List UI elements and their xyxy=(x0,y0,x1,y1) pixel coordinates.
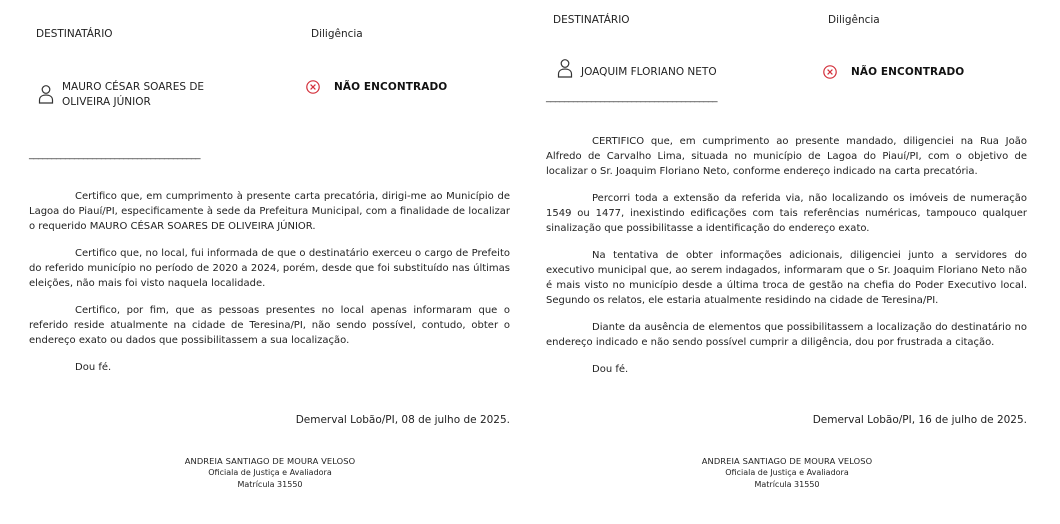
divider-line: ______________________________________ xyxy=(546,92,717,103)
paragraph: Certifico que, no local, fui informada de que o destinatário exerceu o cargo de Prefeito do referido município no período de 2020 a 2024, porém, desde que foi substituído nas últimas eleições, não mais foi visto naquela localidade. xyxy=(29,248,510,289)
recipient-header: DESTINATÁRIO xyxy=(36,28,113,40)
paragraph: Diante da ausência de elementos que possibilitassem a localização do destinatário no endereço indicado e não sendo possível cumprir a diligência, dou por frustrada a citação. xyxy=(546,322,1027,348)
place-date: Demerval Lobão/PI, 16 de julho de 2025. xyxy=(812,414,1027,426)
paragraph: Dou fé. xyxy=(75,362,112,373)
x-circle-icon xyxy=(306,80,320,94)
signature-block xyxy=(667,455,907,491)
signer-registration: Matrícula 31550 xyxy=(754,480,820,489)
status-label: NÃO ENCONTRADO xyxy=(334,81,448,93)
certificate-right xyxy=(530,0,1060,524)
person-icon xyxy=(38,84,54,104)
status-row xyxy=(306,80,447,94)
recipient-row xyxy=(38,80,204,110)
diligence-header: Diligência xyxy=(828,14,880,26)
paragraph: Na tentativa de obter informações adicionais, diligenciei junto a servidores do executivo municipal que, ao serem indagados, informaram que o Sr. Joaquim Floriano Neto não é mais visto no município desde a última troca de gestão na chefia do Poder Executivo local. Segundo os relatos, ele estaria atualmente residindo na cidade de Teresina/PI. xyxy=(546,250,1027,306)
signer-registration: Matrícula 31550 xyxy=(237,480,303,489)
signature-block xyxy=(150,455,390,491)
recipient-header: DESTINATÁRIO xyxy=(553,14,630,26)
signer-role: Oficiala de Justiça e Avaliadora xyxy=(208,468,332,477)
signer-name: ANDREIA SANTIAGO DE MOURA VELOSO xyxy=(701,456,873,466)
x-circle-icon xyxy=(823,65,837,79)
certificate-body xyxy=(546,134,1027,389)
status-label: NÃO ENCONTRADO xyxy=(851,66,965,78)
recipient-row xyxy=(557,58,717,80)
signer-name: ANDREIA SANTIAGO DE MOURA VELOSO xyxy=(184,456,356,466)
paragraph: Certifico, por fim, que as pessoas presentes no local apenas informaram que o referido reside atualmente na cidade de Teresina/PI, não sendo possível, contudo, obter o endereço exato ou dados que possibilitassem a sua localização. xyxy=(29,305,510,346)
recipient-name: JOAQUIM FLORIANO NETO xyxy=(581,66,717,78)
certificate-body xyxy=(29,189,510,387)
paragraph: Dou fé. xyxy=(592,364,629,375)
status-row xyxy=(823,65,964,79)
paragraph: CERTIFICO que, em cumprimento ao presente mandado, diligenciei na Rua João Alfredo de Carvalho Lima, situada no município de Lagoa do Piauí/PI, com o objetivo de localizar o Sr. Joaquim Floriano Neto, conforme endereço indicado na carta precatória. xyxy=(546,136,1027,177)
person-icon xyxy=(557,58,573,78)
diligence-header: Diligência xyxy=(311,28,363,40)
recipient-name-line1: MAURO CÉSAR SOARES DE xyxy=(62,81,205,93)
divider-line: ______________________________________ xyxy=(29,149,200,160)
paragraph: Percorri toda a extensão da referida via, não localizando os imóveis de numeração 1549 ou 1477, inexistindo edificações com tais referências numéricas, tampouco qualquer sinalização que possibilitasse a identificação do endereço exato. xyxy=(546,193,1027,234)
paragraph: Certifico que, em cumprimento à presente carta precatória, dirigi-me ao Município de Lagoa do Piauí/PI, especificamente à sede da Prefeitura Municipal, com a finalidade de localizar o requerido MAURO CÉSAR SOARES DE OLIVEIRA JÚNIOR. xyxy=(29,191,510,232)
place-date: Demerval Lobão/PI, 08 de julho de 2025. xyxy=(295,414,510,426)
recipient-name xyxy=(62,80,204,110)
recipient-name-line2: OLIVEIRA JÚNIOR xyxy=(62,96,151,108)
signer-role: Oficiala de Justiça e Avaliadora xyxy=(725,468,849,477)
